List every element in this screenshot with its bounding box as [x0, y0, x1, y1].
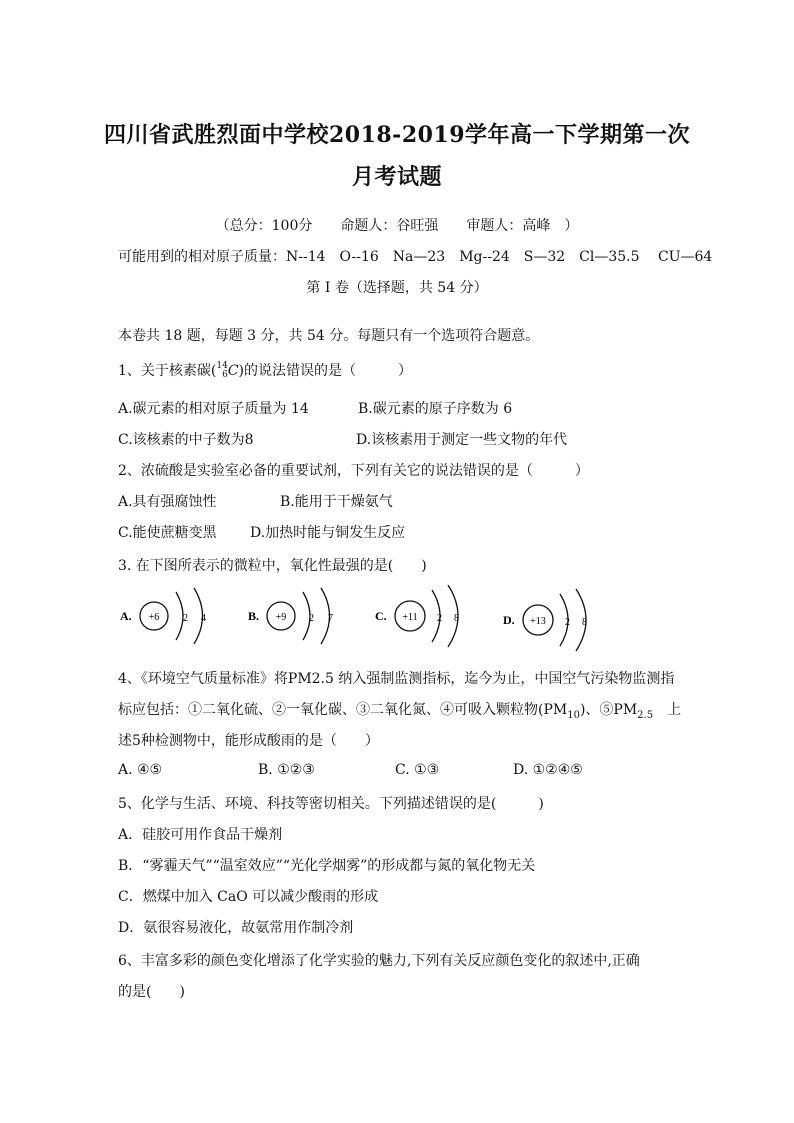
atom-a-shell-1-count: 2 — [183, 613, 188, 624]
atom-a-label: A. — [120, 609, 132, 623]
nuclide-notation: 14 6 — [216, 361, 228, 380]
atom-b-shell-2-count: 7 — [328, 613, 333, 624]
title-line-1: 四川省武胜烈面中学校2018-2019学年高一下学期第一次 — [103, 122, 691, 148]
atomic-masses: 可能用到的相对原子质量：N--14 O--16 Na—23 Mg--24 S—32 Cl—35.5 CU—64 — [118, 249, 713, 265]
question-4-option-a: A. ④⑤ — [118, 762, 163, 778]
question-5-option-c: C．燃煤中加入 CaO 可以减少酸雨的形成 — [118, 889, 379, 905]
atom-c-shell-2-count: 8 — [454, 613, 459, 624]
atom-diagram-c — [375, 585, 459, 647]
section-title: 第 I 卷（选择题，共 54 分） — [306, 280, 488, 296]
question-5-stem: 5、化学与生活、环境、科技等密切相关。下列描述错误的是( ) — [118, 796, 544, 812]
atom-c-nucleus-charge: +11 — [402, 612, 418, 623]
question-4-option-d: D. ①②④⑤ — [513, 762, 583, 778]
question-1-option-d: D.该核素用于测定一些文物的年代 — [356, 432, 568, 448]
question-2-option-b: B.能用于干燥氨气 — [280, 494, 393, 510]
question-4-line-1: 4、《环境空气质量标准》将PM2.5 纳入强制监测指标，迄今为止，中国空气污染物监测指 — [118, 671, 675, 687]
atom-b-shell-1-count: 2 — [309, 613, 314, 624]
title-line-2: 月考试题 — [351, 164, 442, 190]
question-6-line-2: 的是( ) — [118, 984, 185, 1000]
question-2-option-d: D.加热时能与铜发生反应 — [250, 525, 406, 541]
atom-structure-diagrams — [110, 585, 610, 655]
question-4-line-2: 标应包括：①二氧化硫、②一氧化碳、③二氧化氮、④可吸入颗粒物$(PM_{10})$、$⑤PM_{2.5}$ 上 — [118, 702, 682, 721]
atom-d-nucleus-charge: +13 — [530, 616, 546, 627]
atom-diagram-d — [503, 589, 587, 651]
question-1-stem: 1、关于核素碳(14 6C)的说法错误的是（ ） — [118, 361, 413, 380]
question-1-option-c: C.该核素的中子数为8 — [118, 432, 254, 448]
atom-d-shell-2-count: 8 — [582, 617, 587, 628]
question-3-stem: 3. 在下图所表示的微粒中，氧化性最强的是( ) — [118, 558, 427, 574]
question-5-option-a: A．硅胶可用作食品干燥剂 — [118, 827, 283, 843]
atom-d-label: D. — [503, 613, 515, 627]
atom-b-nucleus-charge: +9 — [275, 612, 287, 623]
question-5-option-b: B．“雾霾天气”“温室效应”“光化学烟雾”的形成都与氮的氧化物无关 — [118, 858, 536, 874]
question-2-option-a: A.具有强腐蚀性 — [118, 494, 217, 510]
atom-a-nucleus-charge: +6 — [148, 612, 160, 623]
question-4-option-c: C. ①③ — [395, 762, 440, 778]
atom-d-shell-1-count: 2 — [565, 617, 570, 628]
question-2-option-c: C.能使蔗糖变黑 — [118, 525, 217, 541]
question-1-option-a: A.碳元素的相对原子质量为 14 — [118, 401, 309, 417]
question-6-line-1: 6、丰富多彩的颜色变化增添了化学实验的魅力,下列有关反应颜色变化的叙述中,正确 — [118, 953, 640, 969]
question-1-option-b: B.碳元素的原子序数为 6 — [358, 401, 513, 417]
question-4-option-b: B. ①②③ — [258, 762, 315, 778]
question-5-option-d: D．氨很容易液化，故氨常用作制冷剂 — [118, 920, 354, 936]
atom-a-shell-2-count: 4 — [201, 613, 206, 624]
atom-diagram-a — [120, 588, 206, 644]
question-4-line-3: 述5种检测物中，能形成酸雨的是（ ） — [118, 733, 379, 749]
exam-meta: （总分：100分 命题人：谷旺强 审题人：高峰 ） — [215, 218, 579, 234]
atom-b-label: B. — [248, 609, 260, 623]
atom-diagram-b — [248, 588, 333, 644]
atom-c-label: C. — [375, 609, 387, 623]
atom-c-shell-1-count: 2 — [437, 613, 442, 624]
atom-a-shell-1 — [176, 592, 183, 640]
section-intro: 本卷共 18 题，每题 3 分，共 54 分。每题只有一个选项符合题意。 — [118, 328, 540, 344]
question-2-stem: 2、浓硫酸是实验室必备的重要试剂，下列有关它的说法错误的是（ ） — [118, 463, 589, 479]
